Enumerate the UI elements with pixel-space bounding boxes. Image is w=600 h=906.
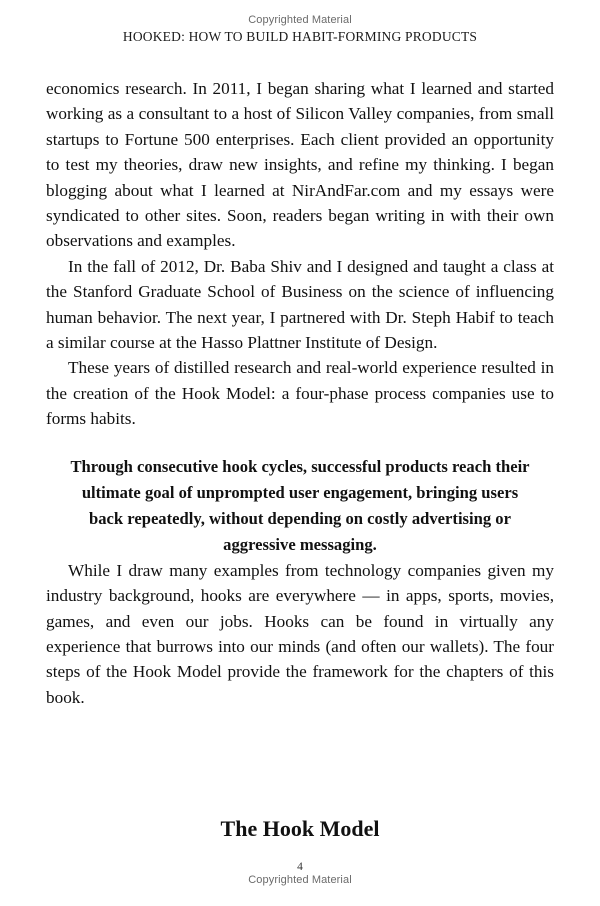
page-number: 4: [297, 861, 303, 873]
section-heading: The Hook Model: [220, 816, 380, 841]
pull-quote: Through consecutive hook cycles, successful products reach their ultimate goal of unprompted user engagement, bringing users back repeatedly, without depending on costly advertising or aggressive messaging.: [70, 456, 530, 554]
copyright-watermark-top: Copyrighted Material: [248, 14, 352, 26]
running-head: HOOKED: HOW TO BUILD HABIT-FORMING PRODUCTS: [122, 29, 478, 44]
paragraph-2: In the fall of 2012, Dr. Baba Shiv and I designed and taught a class at the Stanford Graduate School of Business on the science of influencing human behavior. The next year, I partnered with Dr. Steph Habif to teach a similar course at the Hasso Plattner Institute of Design.: [46, 256, 554, 353]
paragraph-4: While I draw many examples from technology companies given my industry background, hooks are everywhere — in apps, sports, movies, games, and even our jobs. Hooks can be found in virtually any experience that burrows into our minds (and often our wallets). The four steps of the Hook Model provide the framework for the chapters of this book.: [46, 560, 554, 707]
paragraph-3: These years of distilled research and real-world experience resulted in the creation of the Hook Model: a four-phase process companies use to forms habits.: [46, 358, 554, 429]
copyright-watermark-bottom: Copyrighted Material: [248, 874, 352, 886]
paragraph-1: economics research. In 2011, I began sharing what I learned and started working as a consultant to a host of Silicon Valley companies, from small startups to Fortune 500 enterprises. Each client provided an opportunity to test my theories, draw new insights, and refine my thinking. I began blogging about what I learned at NirAndFar.com and my essays were syndicated to other sites. Soon, readers began writing in with their own observations and examples.: [46, 79, 554, 251]
body-text-block: [46, 76, 554, 710]
